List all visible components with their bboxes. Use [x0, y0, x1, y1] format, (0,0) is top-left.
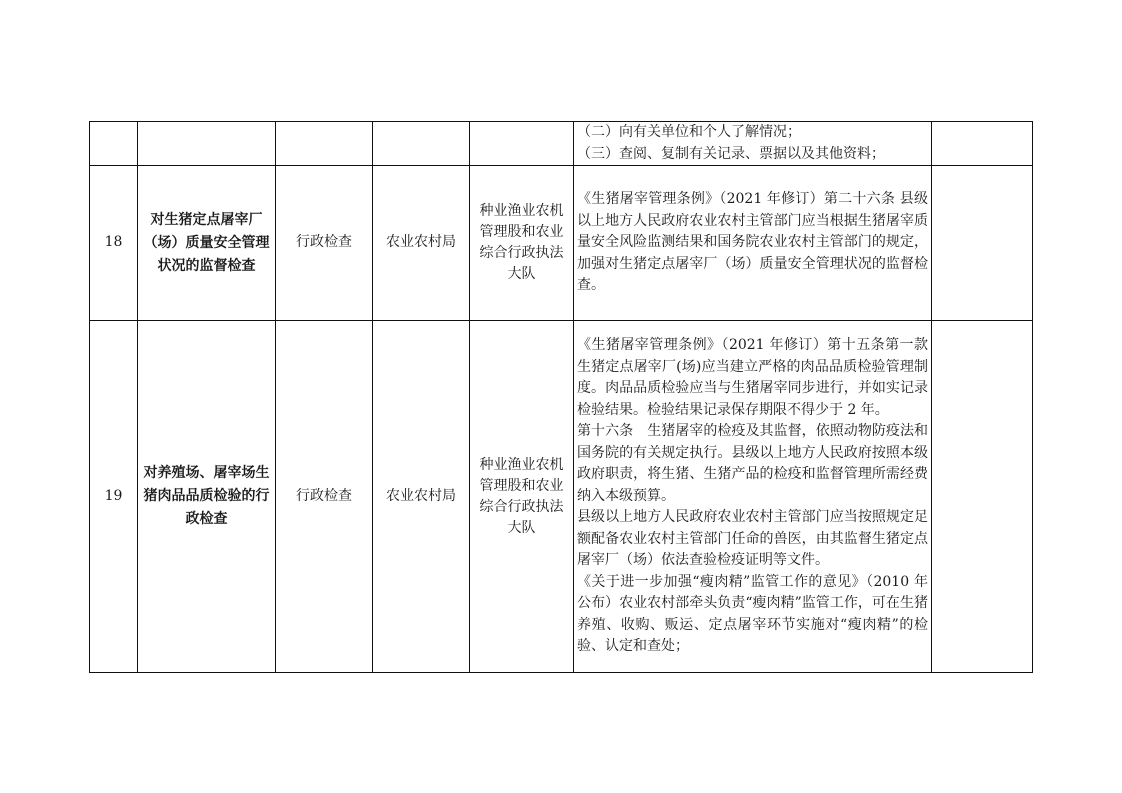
inspection-items-table	[89, 121, 1033, 673]
note-cell	[932, 166, 1033, 321]
responsible-unit-text: 种业渔业农机管理股和农业综合行政执法大队	[479, 456, 564, 536]
responsible-unit-cell	[470, 321, 574, 673]
legal-basis-paragraph: 《生猪屠宰管理条例》（2021 年修订）第十五条第一款 生猪定点屠宰厂(场)应当建立严格的肉品品质检验管理制度。肉品品质检验应当与生猪屠宰同步进行，并如实记录检验结果。检验结果记录保存期限不得少于 2 年。	[577, 337, 942, 418]
responsible-unit-cell	[470, 122, 574, 166]
legal-basis-line: （三）查阅、复制有关记录、票据以及其他资料；	[577, 145, 885, 162]
item-number-cell	[90, 122, 138, 166]
legal-basis-paragraph: 县级以上地方人民政府农业农村主管部门应当按照规定足额配备农业农村主管部门任命的兽医，由其监督生猪定点屠宰厂（场）依法查验检疫证明等文件。	[577, 509, 928, 569]
note-cell	[932, 122, 1033, 166]
item-name-text: 对生猪定点屠宰厂（场）质量安全管理状况的监督检查	[143, 211, 270, 274]
legal-basis-line: （二）向有关单位和个人了解情况；	[577, 124, 801, 140]
item-number-cell: 18	[90, 166, 138, 321]
responsible-unit-text: 种业渔业农机管理股和农业综合行政执法大队	[479, 203, 564, 282]
table-row	[90, 122, 1033, 166]
table-row	[90, 166, 1033, 321]
item-number-cell: 19	[90, 321, 138, 673]
legal-basis-cell	[574, 321, 942, 673]
item-name-text: 对养殖场、屠宰场生猪肉品品质检验的行政检查	[143, 465, 270, 527]
item-name-cell	[138, 166, 276, 321]
legal-basis-paragraph: 第十六条 生猪屠宰的检疫及其监督，依照动物防疫法和国务院的有关规定执行。县级以上地方人民政府按照本级政府职责，将生猪、生猪产品的检疫和监督管理所需经费纳入本级预算。	[577, 423, 928, 504]
legal-basis-cell	[574, 166, 932, 321]
item-type-cell	[276, 122, 373, 166]
department-cell: 农业农村局	[373, 321, 470, 673]
item-name-cell	[138, 321, 276, 673]
department-cell: 农业农村局	[373, 166, 470, 321]
item-type-cell: 行政检查	[276, 321, 373, 673]
item-name-cell	[138, 122, 276, 166]
legal-basis-paragraph: 《生猪屠宰管理条例》（2021 年修订）第二十六条 县级以上地方人民政府农业农村主管部门应当根据生猪屠宰质量安全风险监测结果和国务院农业农村主管部门的规定，加强对生猪定点屠宰厂（场）质量安全管理状况的监督检查。	[577, 191, 928, 294]
legal-basis-cell	[574, 122, 932, 166]
item-type-cell: 行政检查	[276, 166, 373, 321]
note-cell	[932, 321, 1033, 673]
table-row	[90, 321, 1033, 673]
legal-basis-paragraph: 《关于进一步加强“瘦肉精”监管工作的意见》（2010 年公布）农业农村部牵头负责“瘦肉精”监管工作，可在生猪养殖、收购、贩运、定点屠宰环节实施对“瘦肉精”的检验、认定和查处；	[577, 573, 928, 655]
responsible-unit-cell	[470, 166, 574, 321]
department-cell	[373, 122, 470, 166]
